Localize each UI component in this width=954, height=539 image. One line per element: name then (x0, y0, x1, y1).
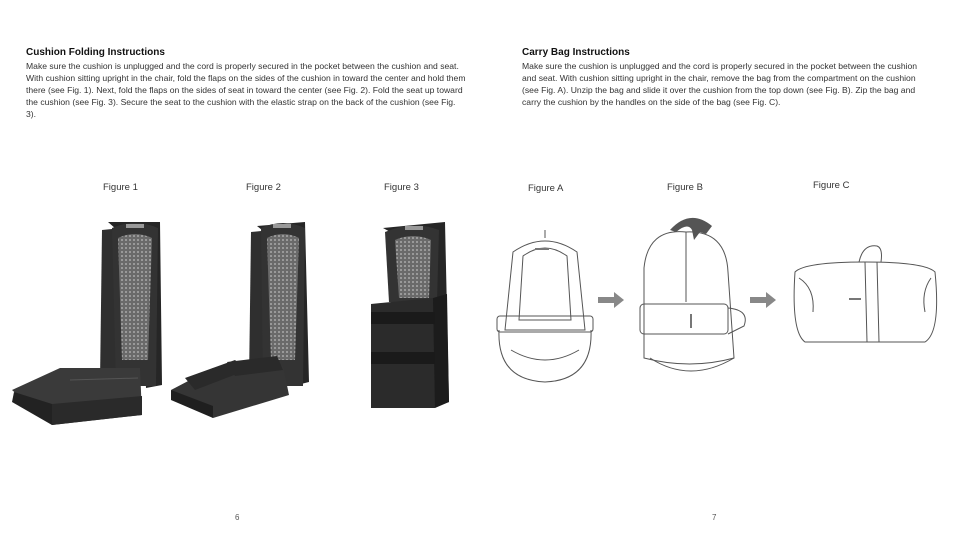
figure-b-line-illustration (630, 208, 750, 388)
figure-2-label: Figure 2 (246, 182, 281, 193)
figure-a-line-illustration (493, 230, 603, 390)
right-arrow-icon (598, 292, 626, 308)
figure-1-cushion-illustration (0, 210, 170, 430)
page-number-left: 6 (235, 513, 240, 522)
figure-3-label: Figure 3 (384, 182, 419, 193)
cushion-folding-section (26, 47, 466, 120)
figure-c-line-illustration (785, 242, 945, 352)
figure-3-cushion-illustration (335, 212, 465, 422)
figure-b-label: Figure B (667, 182, 703, 193)
cushion-folding-body: Make sure the cushion is unplugged and the cord is properly secured in the pocket between the cushion and seat. With cushion sitting upright in the chair, fold the flaps on the sides of the cushion in toward the center and hold them there (see Fig. 1). Next, fold the flaps on the sides of seat in toward the center (see Fig. 2). Fold the seat up toward the cushion (see Fig. 3). Secure the seat to the cushion with the elastic strap on the back of the cushion (see Fig. 3). (26, 61, 466, 120)
page-number-right: 7 (712, 513, 717, 522)
figure-2-cushion-illustration (165, 210, 335, 410)
figure-a-label: Figure A (528, 183, 564, 194)
cushion-folding-heading: Cushion Folding Instructions (26, 47, 165, 58)
carry-bag-body: Make sure the cushion is unplugged and the cord is properly secured in the pocket between the cushion and seat. With cushion sitting upright in the chair, remove the bag from the compartment on the cushion (see Fig. A). Unzip the bag and slide it over the cushion from the top down (see Fig. B). Zip the bag and carry the cushion by the handles on the side of the bag (see Fig. C). (522, 61, 918, 108)
right-arrow-icon (750, 292, 778, 308)
carry-bag-section (522, 47, 932, 108)
figure-c-label: Figure C (813, 180, 850, 191)
figure-1-label: Figure 1 (103, 182, 138, 193)
carry-bag-heading: Carry Bag Instructions (522, 47, 630, 58)
